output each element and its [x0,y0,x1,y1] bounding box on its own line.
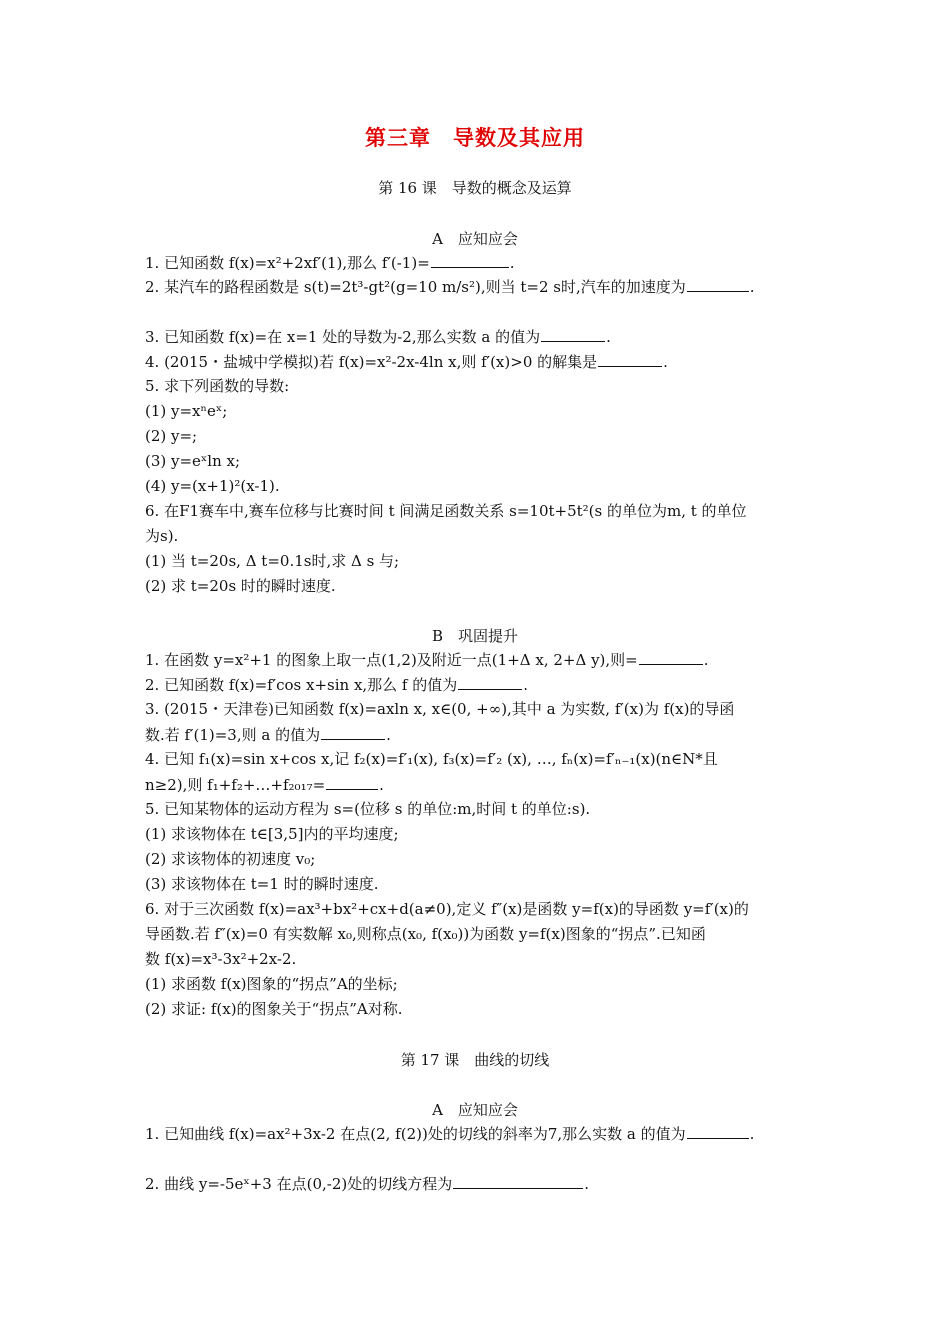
text-line: (3) y=eˣln x; [145,452,241,470]
question-line: 1. 已知函数 f(x)=x²+2xf′(1),那么 f′(-1)= . [145,254,515,272]
question-line: 4. (2015・盐城中学模拟)若 f(x)=x²-2x-4ln x,则 f′(x)>0 的解集是 . [145,353,668,371]
text-line: 4. 已知 f₁(x)=sin x+cos x,记 f₂(x)=f′₁(x), f₃(x)=f′₂ (x), …, fₙ(x)=f′ₙ₋₁(x)(n∈N*且 [145,750,718,768]
answer-blank [541,327,605,342]
text-line: (2) 求 t=20s 时的瞬时速度. [145,577,336,595]
text-line: (2) y=; [145,427,198,445]
answer-blank [321,725,385,740]
text-line: 数 f(x)=x³-3x²+2x-2. [145,950,297,968]
answer-blank [431,253,509,268]
text-line: 为s). [145,527,179,545]
section-heading: B 巩固提升 [431,627,519,645]
answer-blank [453,1174,583,1189]
text-line: (1) y=xⁿeˣ; [145,402,228,420]
answer-blank [687,277,749,292]
question-line: 1. 在函数 y=x²+1 的图象上取一点(1,2)及附近一点(1+Δ x, 2+Δ y),则= . [145,651,709,669]
text-line: (2) 求该物体的初速度 v₀; [145,850,316,868]
text-line: (1) 当 t=20s, Δ t=0.1s时,求 Δ s 与; [145,552,400,570]
text-line: (3) 求该物体在 t=1 时的瞬时速度. [145,875,379,893]
section-heading: A 应知应会 [432,1101,518,1119]
section-heading: A 应知应会 [432,230,518,248]
text-line: 6. 在F1赛车中,赛车位移与比赛时间 t 间满足函数关系 s=10t+5t²(s 的单位为m, t 的单位 [145,502,747,520]
answer-blank [458,675,522,690]
lesson-title: 第 16 课 导数的概念及运算 [378,179,572,197]
question-line: 2. 已知函数 f(x)=f′cos x+sin x,那么 f 的值为 . [145,676,529,694]
question-line: 3. 已知函数 f(x)=在 x=1 处的导数为-2,那么实数 a 的值为 . [145,328,611,346]
text-line: (1) 求函数 f(x)图象的“拐点”A的坐标; [145,975,398,993]
text-line: 5. 已知某物体的运动方程为 s=(位移 s 的单位:m,时间 t 的单位:s). [145,800,591,818]
question-line: 数.若 f′(1)=3,则 a 的值为 . [145,726,391,744]
question-line: n≥2),则 f₁+f₂+…+f₂₀₁₇= . [145,776,384,794]
question-line: 1. 已知曲线 f(x)=ax²+3x-2 在点(2, f(2))处的切线的斜率为7,那么实数 a 的值为 . [145,1125,755,1143]
lesson-title: 第 17 课 曲线的切线 [400,1051,550,1069]
chapter-title: 第三章 导数及其应用 [365,126,585,150]
text-line: (4) y=(x+1)²(x-1). [145,477,280,495]
text-line: 导函数.若 f″(x)=0 有实数解 x₀,则称点(x₀, f(x₀))为函数 y=f(x)图象的“拐点”.已知函 [145,925,706,943]
answer-blank [598,352,662,367]
answer-blank [639,650,703,665]
text-line: 5. 求下列函数的导数: [145,377,290,395]
answer-blank [326,775,378,790]
question-line: 2. 曲线 y=-5eˣ+3 在点(0,-2)处的切线方程为 . [145,1175,590,1193]
text-line: (1) 求该物体在 t∈[3,5]内的平均速度; [145,825,399,843]
answer-blank [687,1124,749,1139]
question-line: 2. 某汽车的路程函数是 s(t)=2t³-gt²(g=10 m/s²),则当 t=2 s时,汽车的加速度为 . [145,278,755,296]
text-line: 3. (2015・天津卷)已知函数 f(x)=axln x, x∈(0, +∞),其中 a 为实数, f′(x)为 f(x)的导函 [145,700,735,718]
text-line: 6. 对于三次函数 f(x)=ax³+bx²+cx+d(a≠0),定义 f″(x)是函数 y=f(x)的导函数 y=f′(x)的 [145,900,749,918]
text-line: (2) 求证: f(x)的图象关于“拐点”A对称. [145,1000,403,1018]
